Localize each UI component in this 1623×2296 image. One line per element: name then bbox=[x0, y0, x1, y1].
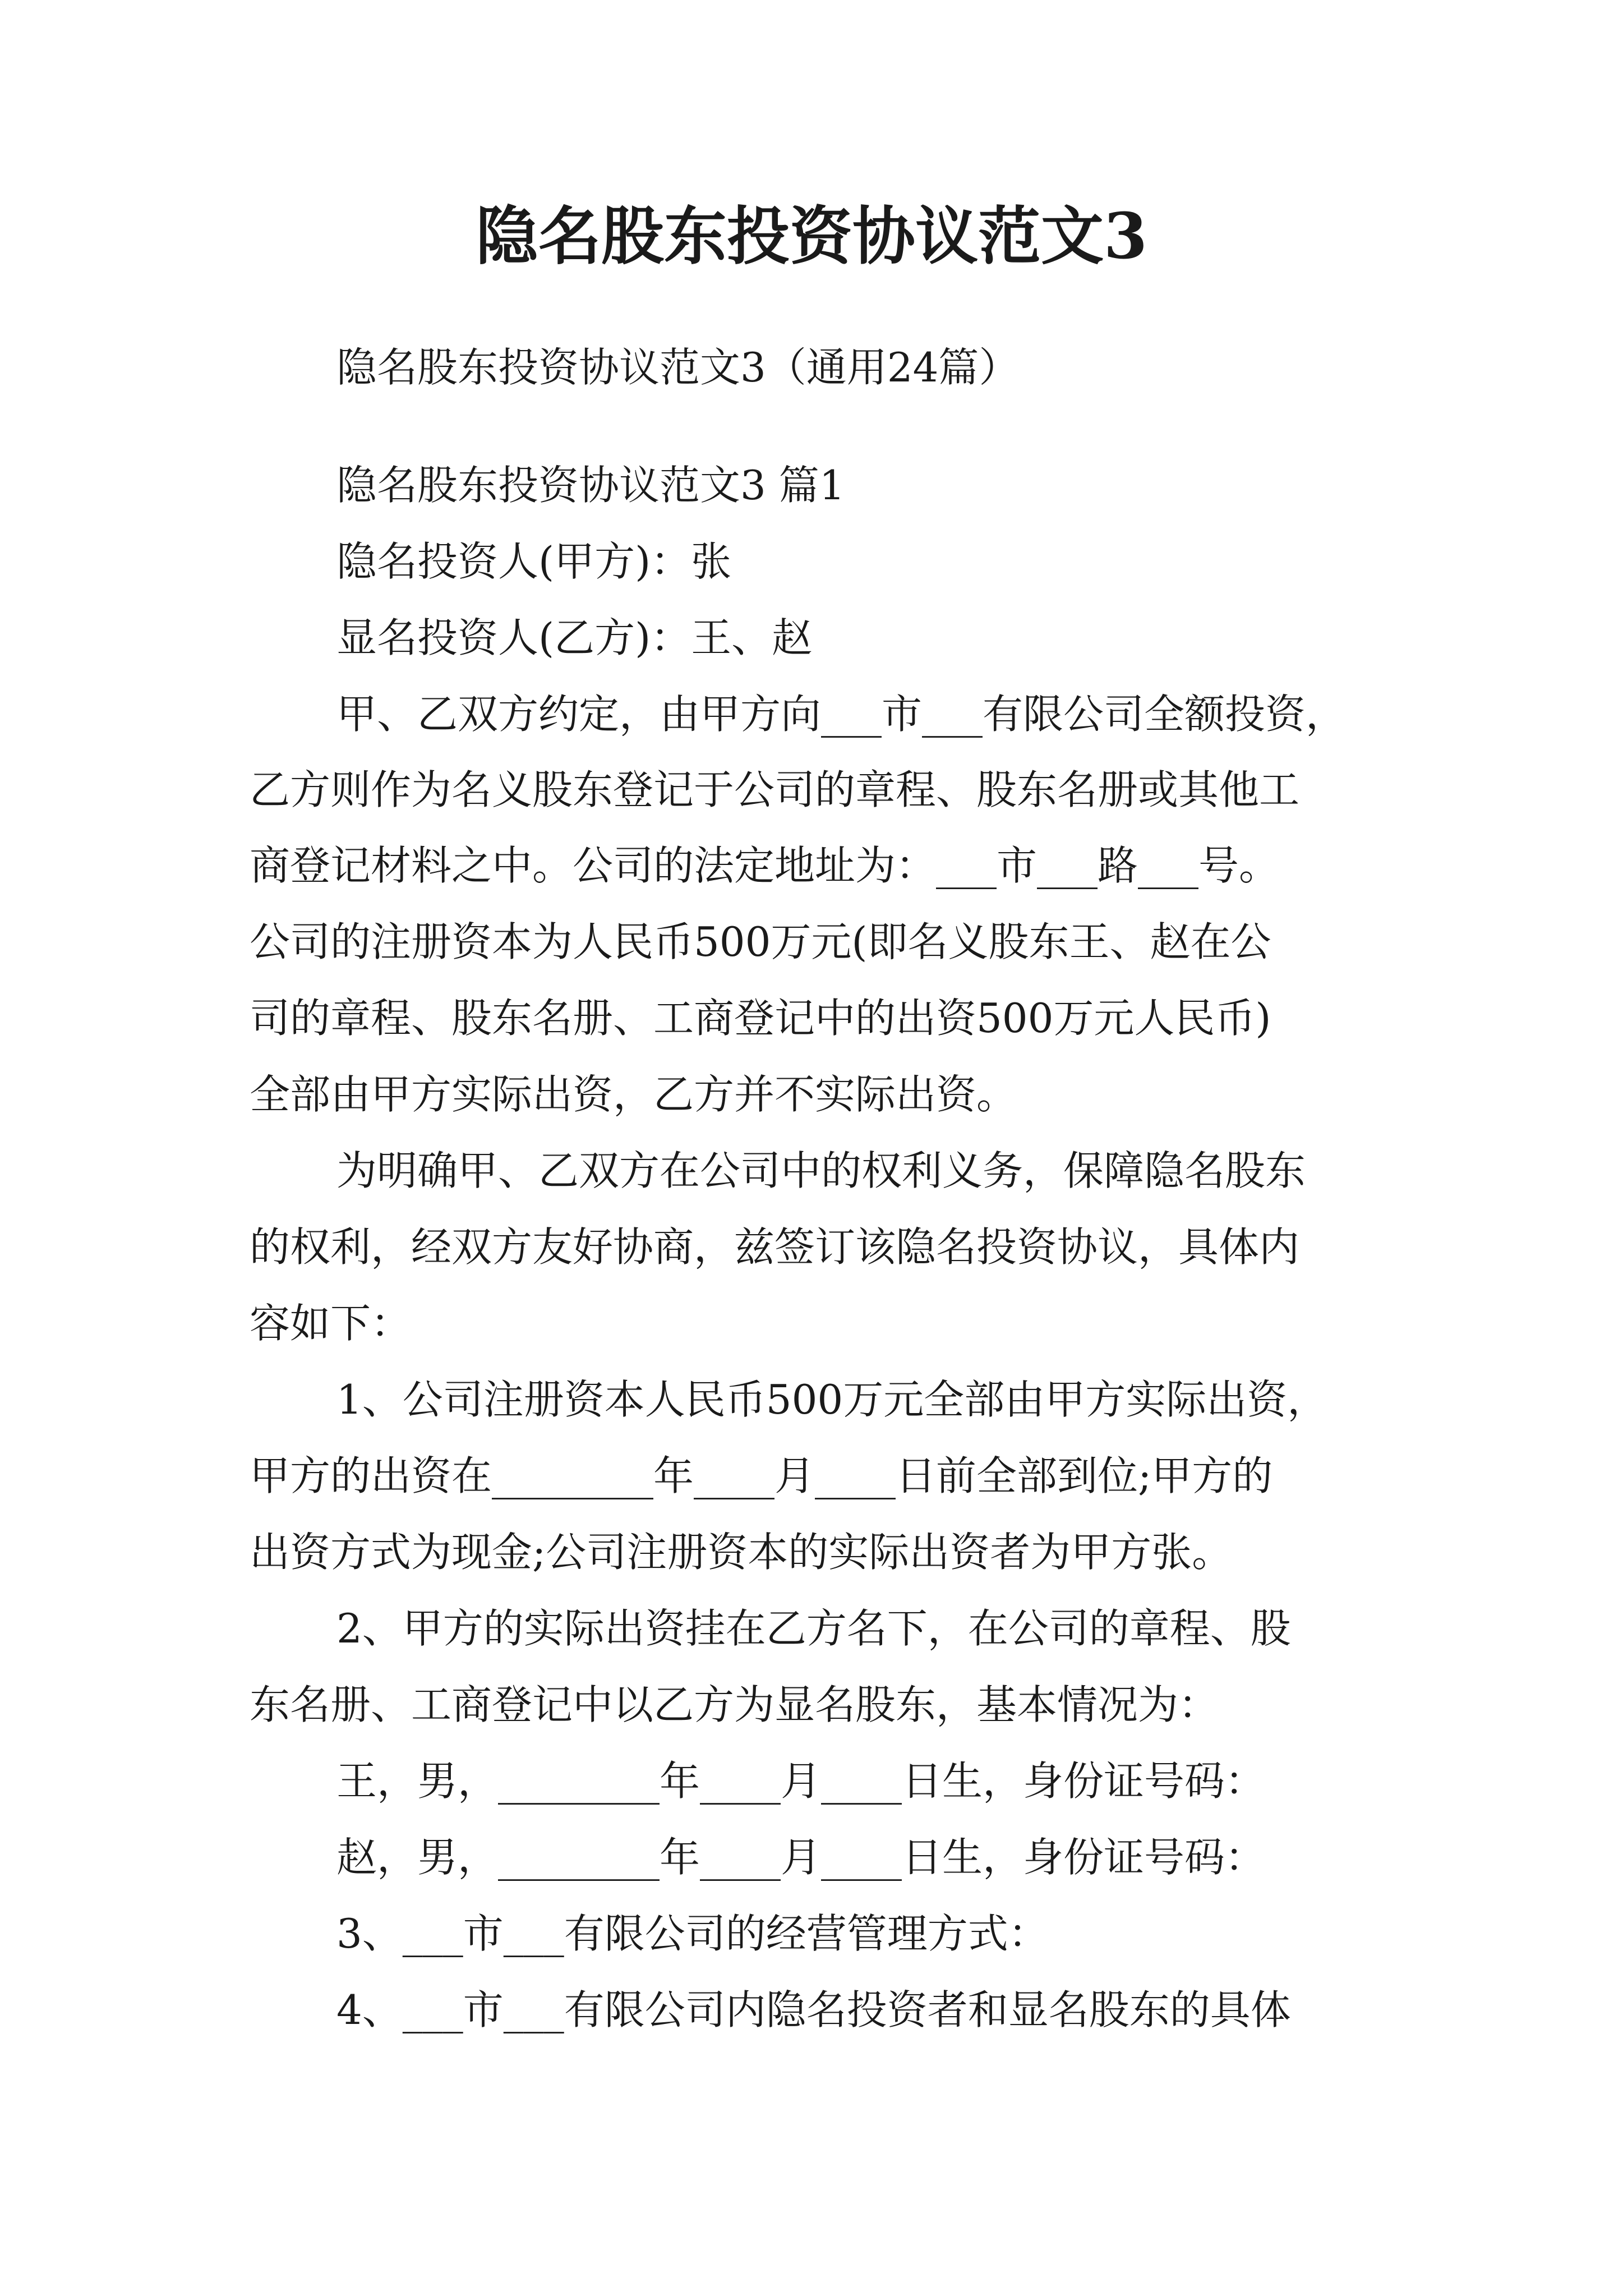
paragraph-line: 公司的注册资本为人民币500万元(即名义股东王、赵在公 bbox=[250, 918, 1271, 965]
paragraph-line: 容如下： bbox=[250, 1300, 412, 1347]
paragraph-line: 为明确甲、乙双方在公司中的权利义务，保障隐名股东 bbox=[336, 1147, 1306, 1194]
clause-line: 甲方的出资在________年____月____日前全部到位;甲方的 bbox=[250, 1452, 1273, 1499]
party-b-line: 显名投资人(乙方)：王、赵 bbox=[336, 614, 813, 661]
shareholder-line: 王，男，________年____月____日生，身份证号码： bbox=[336, 1757, 1266, 1805]
clause-line: 3、___市___有限公司的经营管理方式： bbox=[336, 1910, 1049, 1957]
party-a-line: 隐名投资人(甲方)：张 bbox=[336, 538, 732, 585]
clause-line: 1、公司注册资本人民币500万元全部由甲方实际出资， bbox=[336, 1376, 1328, 1423]
subtitle-line: 隐名股东投资协议范文3（通用24篇） bbox=[336, 344, 1020, 391]
paragraph-line: 司的章程、股东名册、工商登记中的出资500万元人民币) bbox=[250, 995, 1271, 1042]
paragraph-line: 乙方则作为名义股东登记于公司的章程、股东名册或其他工 bbox=[250, 766, 1300, 813]
clause-line: 出资方式为现金;公司注册资本的实际出资者为甲方张。 bbox=[250, 1529, 1233, 1576]
paragraph-line: 商登记材料之中。公司的法定地址为：___市___路___号。 bbox=[250, 842, 1280, 889]
clause-line: 2、甲方的实际出资挂在乙方名下，在公司的章程、股 bbox=[336, 1605, 1291, 1652]
document-title: 隐名股东投资协议范文3 bbox=[476, 200, 1147, 273]
clause-line: 4、___市___有限公司内隐名投资者和显名股东的具体 bbox=[336, 1986, 1291, 2033]
paragraph-line: 的权利，经双方友好协商，兹签订该隐名投资协议，具体内 bbox=[250, 1223, 1300, 1271]
section-heading: 隐名股东投资协议范文3 篇1 bbox=[336, 462, 845, 509]
paragraph-line: 甲、乙双方约定，由甲方向___市___有限公司全额投资， bbox=[336, 691, 1347, 738]
clause-line: 东名册、工商登记中以乙方为显名股东，基本情况为： bbox=[250, 1681, 1219, 1728]
shareholder-line: 赵，男，________年____月____日生，身份证号码： bbox=[336, 1834, 1266, 1881]
paragraph-line: 全部由甲方实际出资，乙方并不实际出资。 bbox=[250, 1071, 1017, 1118]
